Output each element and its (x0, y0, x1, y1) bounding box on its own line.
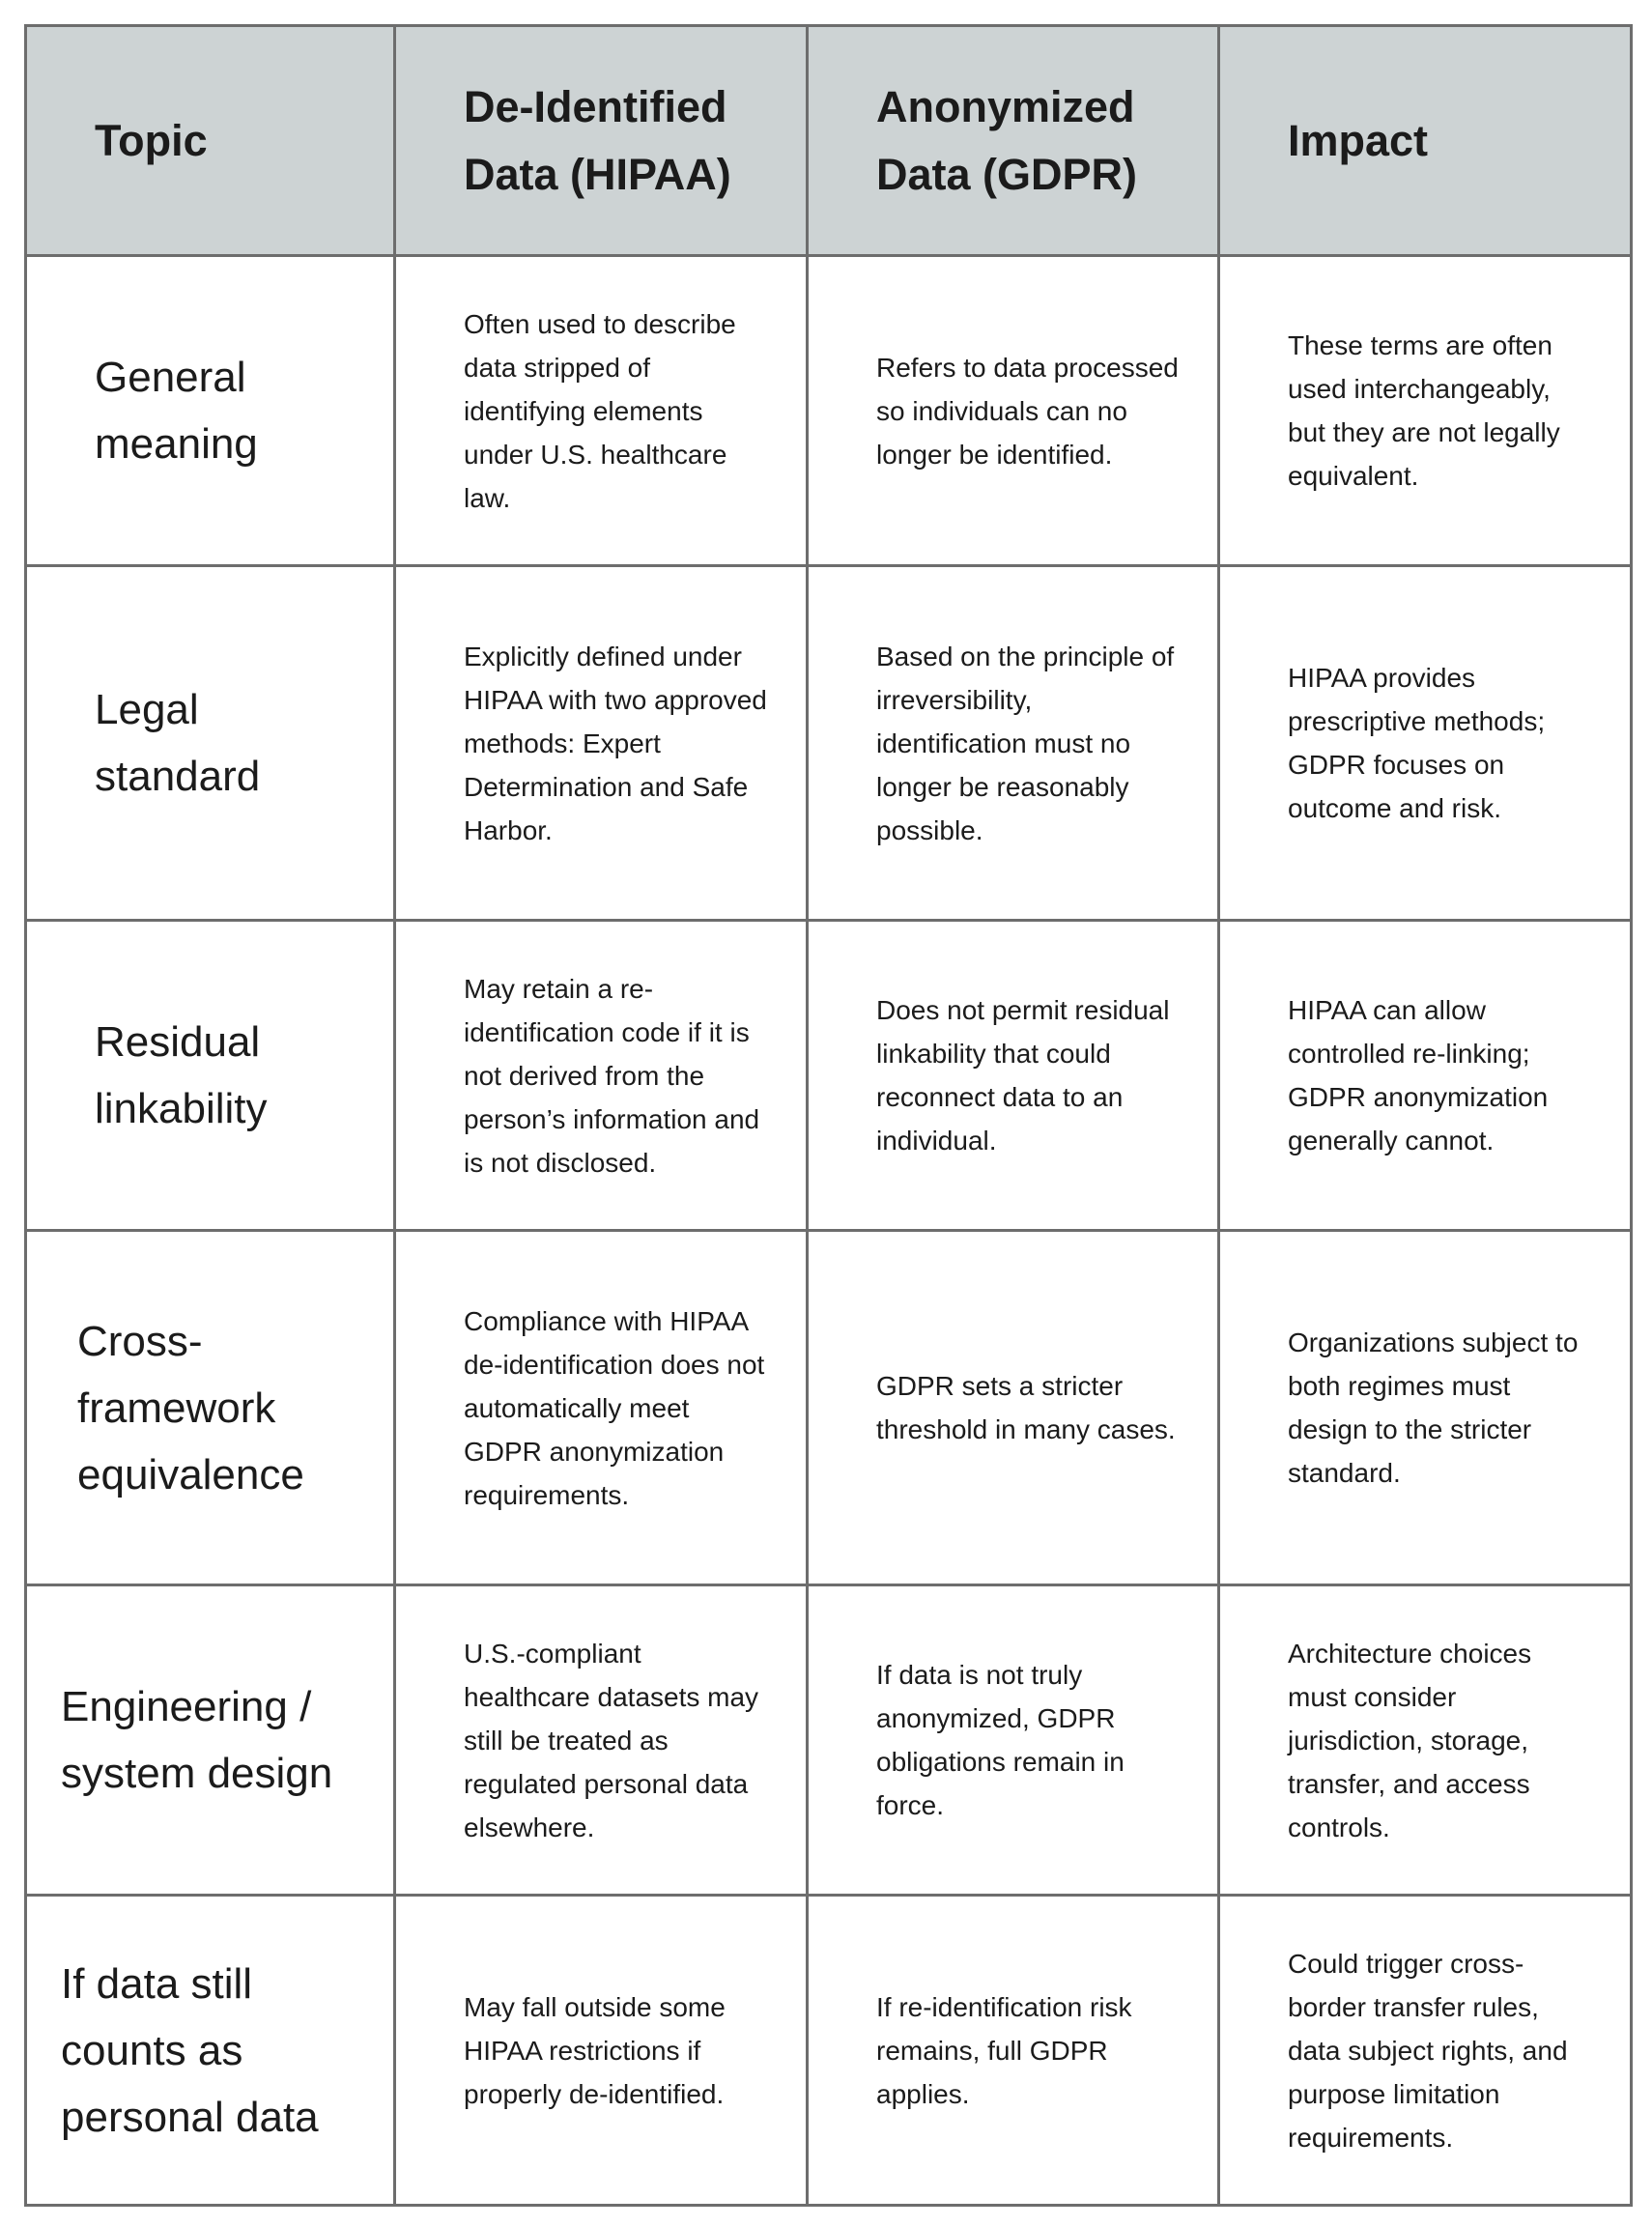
hipaa-cell: U.S.-compliant healthcare datasets may still be treated as regulated personal data elsewhere. (395, 1585, 808, 1896)
gdpr-cell: Refers to data processed so individuals can no longer be identified. (808, 256, 1219, 566)
topic-cell: Legal standard (26, 566, 395, 921)
hipaa-cell: May retain a re-identification code if it is not derived from the person’s information and is not disclosed. (395, 921, 808, 1231)
header-hipaa: De-Identified Data (HIPAA) (395, 26, 808, 256)
comparison-table (24, 24, 1633, 2207)
hipaa-cell: Compliance with HIPAA de-identification does not automatically meet GDPR anonymization requirements. (395, 1231, 808, 1585)
impact-cell: Could trigger cross-border transfer rules, data subject rights, and purpose limitation requirements. (1219, 1896, 1632, 2206)
header-topic: Topic (26, 26, 395, 256)
gdpr-cell: If re-identification risk remains, full GDPR applies. (808, 1896, 1219, 2206)
table-row (26, 1896, 1632, 2206)
gdpr-cell: Based on the principle of irreversibility, identification must no longer be reasonably possible. (808, 566, 1219, 921)
header-row (26, 26, 1632, 256)
header-gdpr: Anonymized Data (GDPR) (808, 26, 1219, 256)
gdpr-cell: If data is not truly anonymized, GDPR obligations remain in force. (808, 1585, 1219, 1896)
header-impact: Impact (1219, 26, 1632, 256)
gdpr-cell: GDPR sets a stricter threshold in many cases. (808, 1231, 1219, 1585)
table-row (26, 256, 1632, 566)
impact-cell: HIPAA provides prescriptive methods; GDPR focuses on outcome and risk. (1219, 566, 1632, 921)
impact-cell: Architecture choices must consider jurisdiction, storage, transfer, and access controls. (1219, 1585, 1632, 1896)
table-row (26, 1231, 1632, 1585)
gdpr-cell: Does not permit residual linkability that could reconnect data to an individual. (808, 921, 1219, 1231)
table-row (26, 566, 1632, 921)
topic-cell: Engineering / system design (26, 1585, 395, 1896)
table-header (26, 26, 1632, 256)
impact-cell: HIPAA can allow controlled re-linking; GDPR anonymization generally cannot. (1219, 921, 1632, 1231)
table-row (26, 1585, 1632, 1896)
topic-cell: If data still counts as personal data (26, 1896, 395, 2206)
impact-cell: These terms are often used interchangeably, but they are not legally equivalent. (1219, 256, 1632, 566)
topic-cell: Residual linkability (26, 921, 395, 1231)
impact-cell: Organizations subject to both regimes must design to the stricter standard. (1219, 1231, 1632, 1585)
hipaa-cell: Often used to describe data stripped of identifying elements under U.S. healthcare law. (395, 256, 808, 566)
hipaa-cell: May fall outside some HIPAA restrictions if properly de-identified. (395, 1896, 808, 2206)
table-row (26, 921, 1632, 1231)
topic-cell: General meaning (26, 256, 395, 566)
table-body (26, 256, 1632, 2206)
topic-cell: Cross-framework equivalence (26, 1231, 395, 1585)
hipaa-cell: Explicitly defined under HIPAA with two approved methods: Expert Determination and Safe Harbor. (395, 566, 808, 921)
